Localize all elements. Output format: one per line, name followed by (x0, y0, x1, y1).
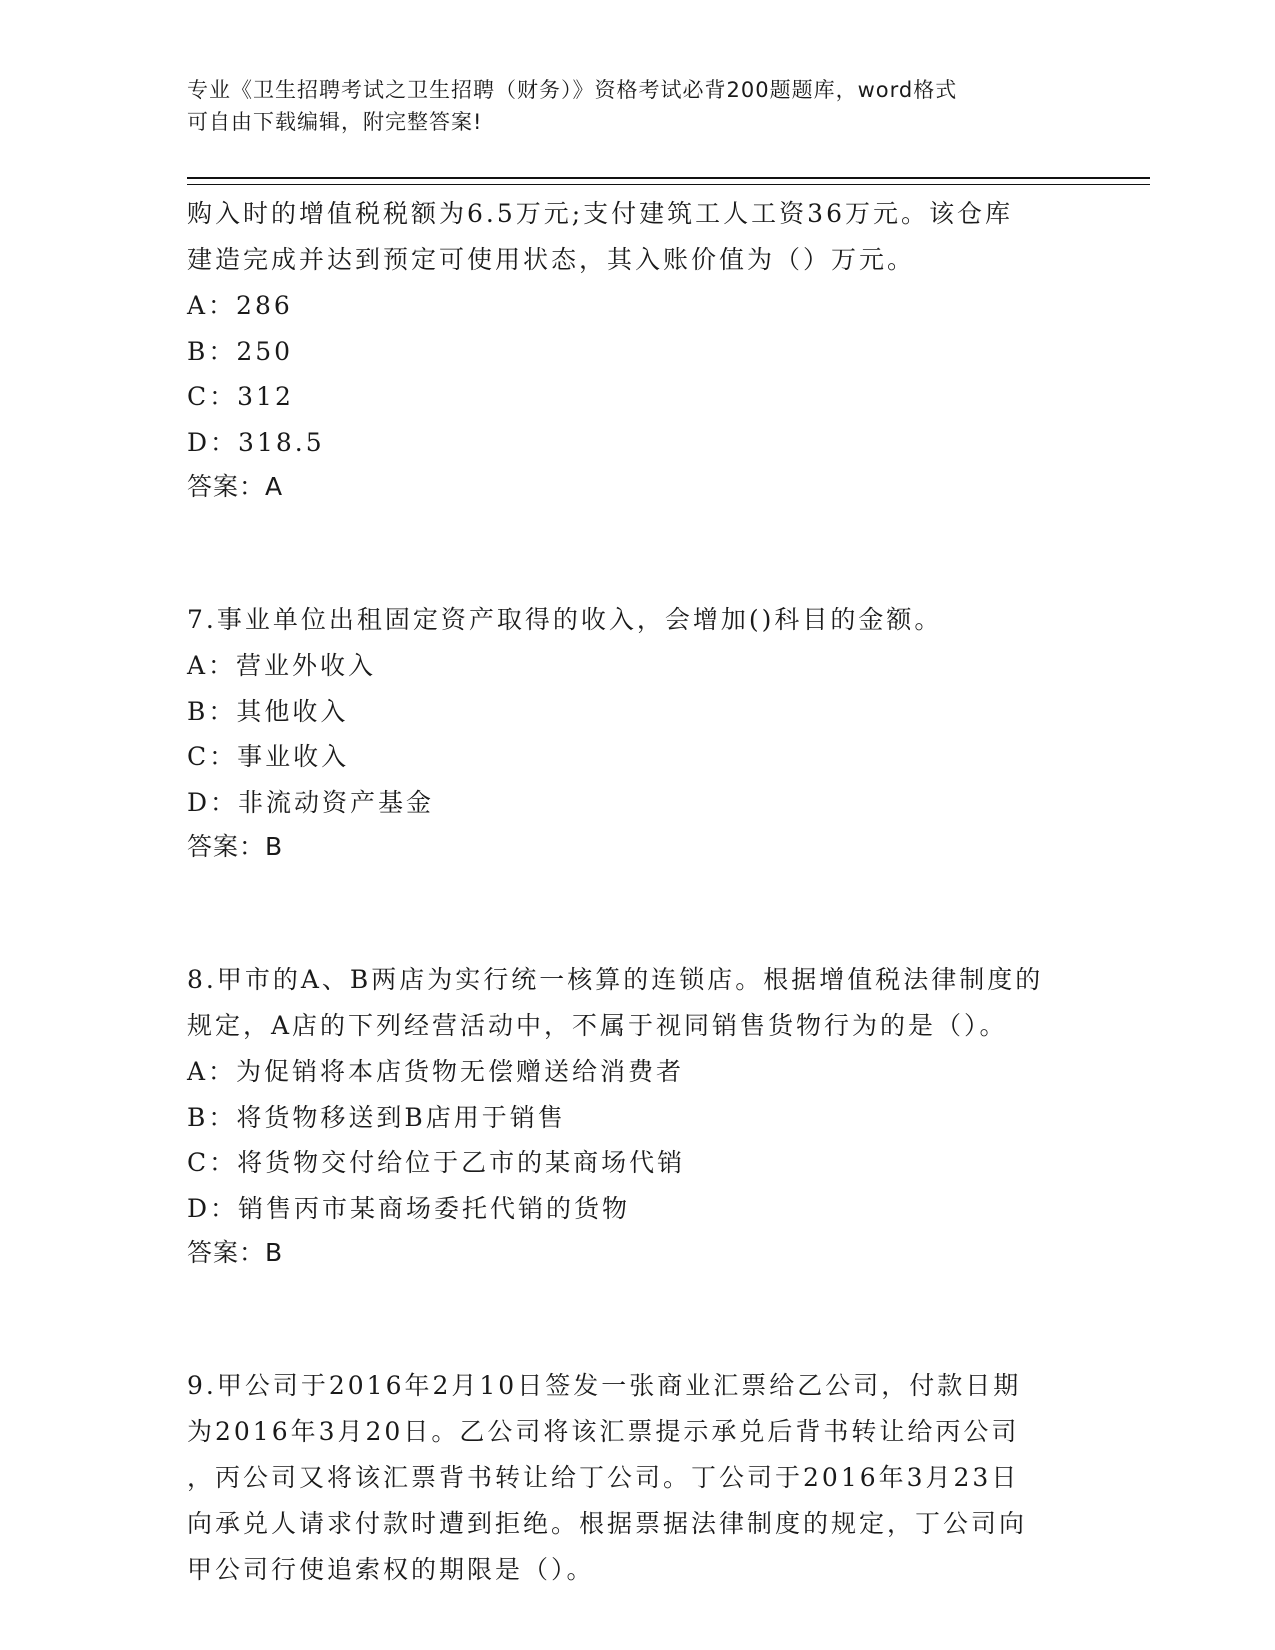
answer-label: 答案：B (187, 1238, 284, 1267)
option-c: C：将货物交付给位于乙市的某商场代销 (187, 1148, 686, 1177)
option-b: B：将货物移送到B店用于销售 (187, 1102, 566, 1132)
question-text-line: ，丙公司又将该汇票背书转让给丁公司。丁公司于2016年3月23日 (187, 1463, 1020, 1492)
question-text-line: 向承兑人请求付款时遭到拒绝。根据票据法律制度的规定，丁公司向 (187, 1509, 1028, 1538)
header-divider-thick (187, 177, 1150, 179)
option-a: A：为促销将本店货物无偿赠送给消费者 (187, 1057, 685, 1086)
option-c: C：事业收入 (187, 742, 350, 771)
option-b: B：250 (187, 336, 294, 366)
question-text-line: 为2016年3月20日。乙公司将该汇票提示承兑后背书转让给丙公司 (187, 1417, 1020, 1446)
option-c: C：312 (187, 382, 294, 411)
option-b: B：其他收入 (187, 696, 349, 726)
option-d: D：318.5 (187, 427, 325, 457)
question-text-line: 购入时的增值税税额为6.5万元;支付建筑工人工资36万元。该仓库 (187, 199, 1013, 228)
header-divider-thin (187, 184, 1150, 185)
document-header (187, 74, 1077, 138)
question-8 (187, 957, 1087, 1275)
document-body (187, 191, 1087, 1593)
question-text-line: 7.事业单位出租固定资产取得的收入，会增加()科目的金额。 (187, 605, 943, 634)
header-line-1: 专业《卫生招聘考试之卫生招聘（财务）》资格考试必背200题题库，word格式 (187, 78, 958, 102)
header-line-2: 可自由下载编辑，附完整答案! (187, 110, 483, 134)
answer-label: 答案：A (187, 472, 284, 501)
question-text-line: 8.甲市的A、B两店为实行统一核算的连锁店。根据增值税法律制度的 (187, 965, 1044, 994)
answer-label: 答案：B (187, 832, 284, 861)
question-6-continued (187, 191, 1087, 509)
option-d: D：非流动资产基金 (187, 787, 435, 817)
option-a: A：营业外收入 (187, 651, 377, 680)
question-text-line: 9.甲公司于2016年2月10日签发一张商业汇票给乙公司，付款日期 (187, 1371, 1022, 1400)
option-a: A：286 (187, 291, 293, 320)
question-text-line: 规定，A店的下列经营活动中，不属于视同销售货物行为的是（）。 (187, 1011, 1008, 1040)
question-9 (187, 1363, 1087, 1593)
question-7 (187, 597, 1087, 869)
question-text-line: 建造完成并达到预定可使用状态，其入账价值为（）万元。 (187, 245, 916, 274)
option-d: D：销售丙市某商场委托代销的货物 (187, 1193, 631, 1223)
question-text-line: 甲公司行使追索权的期限是（）。 (187, 1555, 595, 1584)
